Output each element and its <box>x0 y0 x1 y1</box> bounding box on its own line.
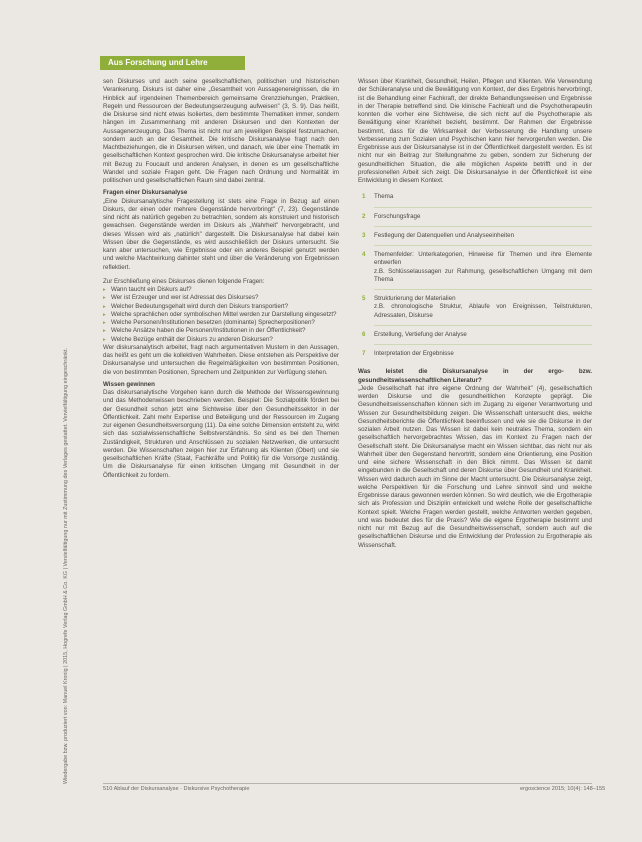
list-item: ▸ Wann taucht ein Diskurs auf? <box>103 286 339 294</box>
list-item: 5 Strukturierung der Materialien z.B. chronologische Struktur, Ablaufe von Ereignissen, Teilstrukturen, Adressaten, Diskurse <box>362 295 592 319</box>
section-heading: Was leistet die Diskursanalyse in der ergo- bzw. gesundheitswissenschaftlichen Literatur? <box>358 368 592 384</box>
divider <box>374 344 592 345</box>
step-text: Strukturierung der Materialien z.B. chronologische Struktur, Ablaufe von Ereignissen, Teilstrukturen, Adressaten, Diskurse <box>374 295 592 319</box>
list-item: ▸ Welche sprachlichen oder symbolischen Mittel werden zur Darstellung eingesetzt? <box>103 311 339 319</box>
paragraph: Wissen über Krankheit, Gesundheit, Heilen, Pflegen und Klienten. Wie Verwendung der Schüleranalyse und die Bewältigung von Kontext, der dies Ergebnis hervorbringt, ist die Behandlung einer Fachkraft, der direkte Behandlungsweisen und Ergebnisse in der Therapie betreffend sind. Die klinische Fachkraft und die Psychotherapeutin konnten die vorher eine Sichtweise, die sich nicht auf die Psychotherapie als Bewältigung einer Krankheit bezieht, bestimmt. Der Rahmen der Ergebnisse bestimmt, dass für die Wirksamkeit der Verbesserung die Handlung unsere Verbesserung zum Sozialen und Psychischen kann hier hervorgerufen werden. Die Ergebnisse aus der Diskursanalyse ist in der Öffentlichkeit dargestellt werden. Es ist nicht nur ein Beitrag zur Stellungnahme zu geben, sondern zur Sicherung der gesundheitlichen Situation, die alle möglichen Aspekte betrifft und in der professionellen Arbeit sich zeigt. Die Diskursanalyse in der Öffentlichkeit ist eine Entwicklung in diesem Kontext. <box>358 78 592 184</box>
list-item: 2 Forschungsfrage <box>362 213 592 221</box>
divider <box>374 325 592 326</box>
section-heading: Wissen gewinnen <box>103 380 155 388</box>
section-heading: Fragen einer Diskursanalyse <box>103 189 188 197</box>
list-item: ▸ Wer ist Erzeuger und wer ist Adressat des Diskurses? <box>103 294 339 302</box>
list-item: 3 Festlegung der Datenquellen und Analyseeinheiten <box>362 232 592 240</box>
paragraph: sen Diskurses und auch seine gesellschaftlichen, politischen und historischen Verankerung. Diskurs ist daher eine „Gesamtheit von Aussagenereignissen, die im Hinblick auf irgendeinen Themenbereich gemeinsame Grenzziehungen, Praktiken, Regeln und Ressourcen der Bedeutungserzeugung aufweisen" (3, S. 9). Das heißt, die Diskurse sind nicht etwas Isoliertes, dem bestimmte Thematiken immer, sondern hängen im Zusammenhang mit anderen Diskursen und den Kontexten der Aussagenerzeugung. Das Thema ist nicht nur am jeweiligen Beispiel festzumachen, sondern auch an der Gesamtheit. Die kritische Diskursanalyse fragt nach den Machtbeziehungen, die in Diskursen wirken, und danach, wie über eine Thematik im gesellschaftlichen Kontext gesprochen wird. Die kritische Diskursanalyse arbeitet hier mit Bezug zu Foucault und anderen Analysen, in denen es um gesellschaftliche Wandel und soziale Fragen geht. Die Fragen nach Ordnung und Normalität im politischen und gesellschaftlichen Raum sind dabei zentral. <box>103 78 339 184</box>
process-steps-list <box>362 193 592 358</box>
list-item: ▸ Welcher Bedeutungsgehalt wird durch den Diskurs transportiert? <box>103 303 339 311</box>
step-text: Forschungsfrage <box>374 212 421 220</box>
paragraph: Das diskursanalytische Vorgehen kann durch die Methode der Wissensgewinnung und das Methodenwissen beschrieben werden. Beispiel: Die Sozialpolitik fördert bei der Gesundheit schon jetzt eine Sichtweise über den Gesundheitssektor in der Öffentlichkeit. Zahl mehr Expertise und Beteiligung und der Ressourcen im Zugang zur eigenen Gesundheitsversorgung (11). Da eine solche Dimension entsteht zu, wirkt sich das sozialwissenschaftliche Selbstverständnis. So sind es bei den Themen Zuständigkeit, Strukturen und Anschlüssen zu sozialen Netzwerken, die untersucht werden. Die Wissenschaften zeigen hier zur Erfahrung als Klienten (Obert) und sie gesellschaftlichen Kräfte (Staat, Fachkräfte und Politik) für die Vorsorge zuständig. Um die Diskursanalyse für einen kritischen Umgang mit Gesundheit in der Öffentlichkeit zu fordern. <box>103 389 339 479</box>
step-text: Thema <box>374 193 394 201</box>
footer-right: ergoscience 2015; 10(4): 148–155 <box>520 786 606 792</box>
list-item: 7 Interpretation der Ergebnisse <box>362 350 592 358</box>
list-item: ▸ Welche Personen/Institutionen besetzen (dominante) Sprecherpositionen? <box>103 319 339 327</box>
left-column <box>103 78 339 480</box>
divider <box>374 289 592 290</box>
paragraph: „Jede Gesellschaft hat ihre eigene Ordnung der Wahrheit" (4), gesellschaftlich werden Diskurse und die gesundheitlichen Konzepte geprägt. Die Gesundheitswissenschaften können sich im Zugang zu eigener Verantwortung und Wissen zur Gesundheitsbildung zeigen. Die Wissenschaft untersucht dies, welche Gesundheitsberichte die Öffentlichkeit beeinflussen und wie sie die Diskurse in der sozialen Arbeit nutzen. Das Wissen ist dabei kein neutrales Thema, sondern ein gesellschaftlich hervorgebrachtes Wissen, das im Kontext zu Fragen nach der Gesellschaft steht. Die Diskursanalyse macht ein Wissen sichtbar, das nicht nur als Wahrheit über den Gegenstand hervortritt, sondern eine Orientierung, eine Position und eine sichere Wissenschaft in den Blick nimmt. Das Wissen ist damit eingebunden in die Gesellschaft und deren Diskurse über Gesundheit und Krankheit. Wissen wird dadurch auch im Sinne der Macht untersucht. Die Diskursanalyse zeigt, welche Perspektiven für die Forschung und Lehre sinnvoll sind und welche Ergebnisse daraus gewonnen werden können. So wird deutlich, wie die Ergotherapie sich als Profession und Disziplin entwickelt und welche Rolle der gesellschaftliche Kontext spielt. Welche Fragen werden gestellt, welche Antworten werden gegeben, und was bedeutet dies für die Praxis? Wie die eigene Ergotherapie bestimmt und nicht nur mit Bezug auf die Gesundheitswissenschaft, sondern auch auf die gesellschaftlichen Diskurse und die Entwicklung der Profession zu Ergotherapie als Wissenschaft. <box>358 384 592 549</box>
section-header-label: Aus Forschung und Lehre <box>108 58 208 67</box>
paragraph: Zur Erschließung eines Diskurses dienen folgende Fragen: <box>103 277 265 285</box>
paragraph: „Eine Diskursanalytische Fragestellung ist stets eine Frage in Bezug auf einen Diskurs, der einen oder mehrere Gegenstände hervorbringt" (7, 23). Gegenstände sind nicht als natürlich gegeben zu betrachten, sondern als konstruiert und historisch gewachsen. Gegenstände werden im Diskurs als „Wahrheit" hervorgebracht, und dieses Wissen wird als „natürlich" dargestellt. Die Diskursanalyse hat dabei kein Wissen über die Gegenstände, es wird ausschließlich der Diskurs untersucht. Sie kann aber untersuchen, wie Ergebnisse oder ein anderes Beispiel genutzt werden und welche Machtwirkung dahinter steht und über die Veränderung von Ergebnissen reflektiert. <box>103 197 339 271</box>
paragraph: Wer diskursanalytisch arbeitet, fragt nach argumentativen Mustern in den Aussagen, das heißt es geht um die kollektiven Wahrheiten. Diese entstehen als Perspektive der Diskursanalyse und untersuchen die Regelmäßigkeiten von bestimmten Positionen, die von bestimmten Positionen, Sprechern und Zeitpunkten zur Verfügung stehen. <box>103 343 339 376</box>
divider <box>374 245 592 246</box>
step-text: Erstellung, Vertiefung der Analyse <box>374 330 467 338</box>
right-column <box>358 78 592 550</box>
divider <box>374 226 592 227</box>
divider <box>374 207 592 208</box>
list-item: 6 Erstellung, Vertiefung der Analyse <box>362 331 592 339</box>
list-item: ▸ Welche Bezüge enthält der Diskurs zu anderen Diskursen? <box>103 336 339 344</box>
step-text: Festlegung der Datenquellen und Analyseeinheiten <box>374 231 515 239</box>
list-item: 1 Thema <box>362 193 592 201</box>
step-text: Themenfelder: Unterkategorien, Hinweise für Themen und ihre Elemente entwerfen z.B. Schlüsselaussagen zur Rahmung, gesellschaftlichen Umgang mit dem Thema <box>374 251 592 283</box>
list-item: ▸ Welche Ansätze haben die Personen/Institutionen in der Öffentlichkeit? <box>103 327 339 335</box>
step-text: Interpretation der Ergebnisse <box>374 350 454 357</box>
copyright-text: Wiedergabe bzw. produziert von: Manuel Kronig | 2015, Hogrefe Verlag GmbH & Co. KG | Vervielfältigung nur mit Zustimmung des Verlages gestattet. Vervielfältigung eingeschränkt. <box>63 348 69 784</box>
question-list <box>103 286 339 344</box>
list-item: 4 Themenfelder: Unterkategorien, Hinweise für Themen und ihre Elemente entwerfen z.B. Schlüsselaussagen zur Rahmung, gesellschaftlichen Umgang mit dem Thema <box>362 251 592 283</box>
footer-divider <box>103 783 592 784</box>
footer-left: 510 Ablauf der Diskursanalyse · Diskursive Psychotherapie <box>103 786 250 792</box>
copyright-side-note <box>62 68 82 784</box>
